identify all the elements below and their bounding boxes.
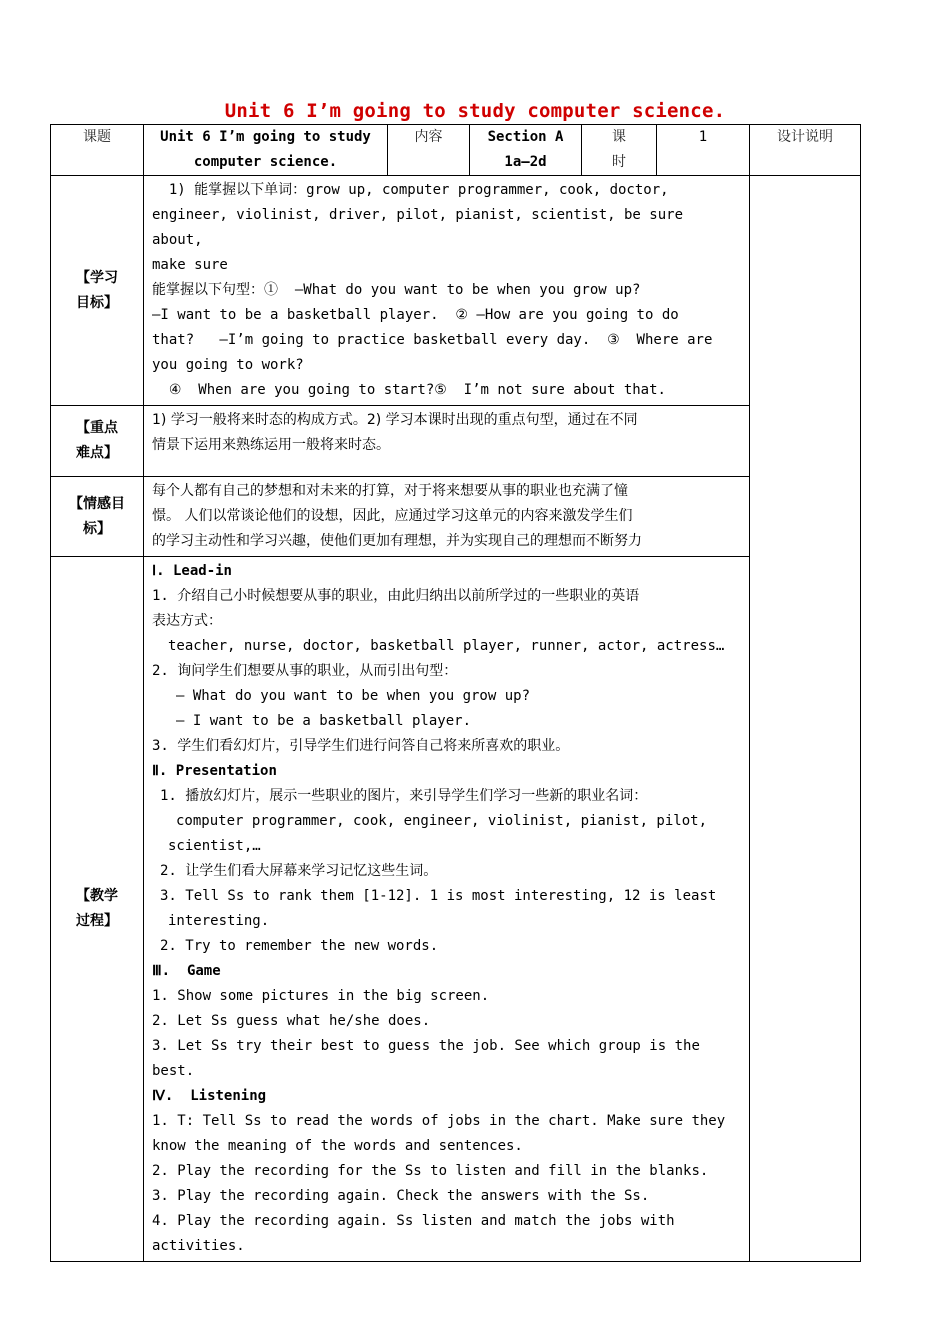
period-value: 1	[657, 125, 750, 176]
objectives-label-line-2: 目标】	[76, 294, 118, 311]
process-content	[144, 557, 750, 1262]
key-points-label	[51, 406, 144, 477]
notes-label: 设计说明	[750, 125, 861, 176]
process-step-line: 3. 学生们看幻灯片，引导学生们进行问答自己将来所喜欢的职业。	[152, 738, 570, 754]
process-step-line: know the meaning of the words and sentences.	[152, 1138, 523, 1154]
period-label	[582, 125, 657, 176]
process-section-heading: Ⅱ. Presentation	[152, 763, 277, 779]
process-step-line: 2. Try to remember the new words.	[160, 938, 439, 954]
objectives-row	[51, 176, 861, 406]
key-points-row	[51, 406, 861, 477]
emotion-label	[51, 477, 144, 557]
process-step-line: 1. Show some pictures in the big screen.	[152, 988, 490, 1004]
process-step-line: 2. Let Ss guess what he/she does.	[152, 1013, 431, 1029]
objective-line: —I want to be a basketball player. ② —How are you going to do	[152, 307, 679, 323]
process-step-line: 2. 让学生们看大屏幕来学习记忆这些生词。	[160, 863, 438, 879]
key-point-line: 情景下运用来熟练运用一般将来时态。	[152, 437, 390, 453]
process-step-line: — I want to be a basketball player.	[176, 713, 472, 729]
period-label-top: 课	[612, 129, 626, 145]
process-step-line: 3. Tell Ss to rank them [1-12]. 1 is most interesting, 12 is least	[160, 888, 717, 904]
process-step-line: 1. T: Tell Ss to read the words of jobs in the chart. Make sure they	[152, 1113, 726, 1129]
objectives-content	[144, 176, 750, 406]
objective-line: ④ When are you going to start?⑤ I’m not sure about that.	[152, 382, 666, 398]
objective-line: 1) 能掌握以下单词：grow up, computer programmer, cook, doctor,	[152, 182, 669, 198]
header-row	[51, 125, 861, 176]
content-label: 内容	[388, 125, 470, 176]
topic-value: Unit 6 I’m going to study computer science.	[144, 125, 388, 176]
objectives-label-line-1: 【学习	[76, 269, 118, 286]
objective-line: make sure	[152, 257, 228, 273]
emotion-label-line-2: 标】	[83, 520, 111, 537]
process-step-line: 2. 询问学生们想要从事的职业，从而引出句型：	[152, 663, 458, 679]
lesson-plan-table	[50, 124, 861, 1262]
process-step-line: 表达方式：	[152, 613, 222, 629]
process-step-line: teacher, nurse, doctor, basketball player, runner, actor, actress…	[168, 638, 725, 654]
objective-line: 能掌握以下句型：① —What do you want to be when you grow up?	[152, 282, 641, 298]
document-title: Unit 6 I’m going to study computer science.	[224, 100, 726, 122]
process-label	[51, 557, 144, 1262]
content-value-range: 1a—2d	[504, 154, 547, 170]
process-step-line: 2. Play the recording for the Ss to listen and fill in the blanks.	[152, 1163, 709, 1179]
objectives-label	[51, 176, 144, 406]
objective-line: engineer, violinist, driver, pilot, pianist, scientist, be sure about,	[152, 207, 692, 248]
process-section-heading: Ⅳ. Listening	[152, 1088, 267, 1104]
notes-column	[750, 176, 861, 1262]
process-step-line: interesting.	[168, 913, 270, 929]
process-row	[51, 557, 861, 1262]
topic-label: 课题	[51, 125, 144, 176]
process-label-line-1: 【教学	[76, 888, 118, 904]
emotion-label-line-1: 【情感目	[69, 495, 125, 512]
period-label-bottom: 时	[612, 154, 626, 170]
process-step-line: 4. Play the recording again. Ss listen and match the jobs with	[152, 1213, 675, 1229]
process-step-line: — What do you want to be when you grow up?	[176, 688, 531, 704]
process-step-line: scientist,…	[168, 838, 261, 854]
key-point-line: 1) 学习一般将来时态的构成方式。2) 学习本课时出现的重点句型，通过在不同	[152, 412, 638, 428]
process-label-line-2: 过程】	[76, 913, 118, 929]
process-step-line: computer programmer, cook, engineer, violinist, pianist, pilot,	[176, 813, 708, 829]
process-section-heading: Ⅲ. Game	[152, 963, 221, 979]
key-points-label-line-2: 难点】	[76, 445, 118, 461]
process-section-heading: Ⅰ. Lead-in	[152, 563, 232, 579]
process-step-line: activities.	[152, 1238, 245, 1254]
content-value-section: Section A	[487, 129, 564, 145]
process-step-line: 1. 播放幻灯片，展示一些职业的图片，来引导学生们学习一些新的职业名词：	[160, 788, 648, 804]
emotion-row	[51, 477, 861, 557]
process-step-line: 3. Let Ss try their best to guess the job. See which group is the	[152, 1038, 700, 1054]
process-step-line: 3. Play the recording again. Check the answers with the Ss.	[152, 1188, 650, 1204]
objective-line: you going to work?	[152, 357, 304, 373]
emotion-line: 每个人都有自己的梦想和对未来的打算，对于将来想要从事的职业也充满了憧	[152, 483, 628, 499]
content-value	[470, 125, 582, 176]
emotion-line: 的学习主动性和学习兴趣，使他们更加有理想，并为实现自己的理想而不断努力	[152, 533, 642, 549]
key-points-label-line-1: 【重点	[76, 420, 118, 436]
key-points-content	[144, 406, 750, 477]
process-step-line: best.	[152, 1063, 195, 1079]
emotion-line: 憬。 人们以常谈论他们的设想，因此，应通过学习这单元的内容来激发学生们	[152, 508, 633, 524]
process-step-line: 1. 介绍自己小时候想要从事的职业，由此归纳出以前所学过的一些职业的英语	[152, 588, 640, 604]
objective-line: that? —I’m going to practice basketball every day. ③ Where are	[152, 332, 713, 348]
emotion-content	[144, 477, 750, 557]
